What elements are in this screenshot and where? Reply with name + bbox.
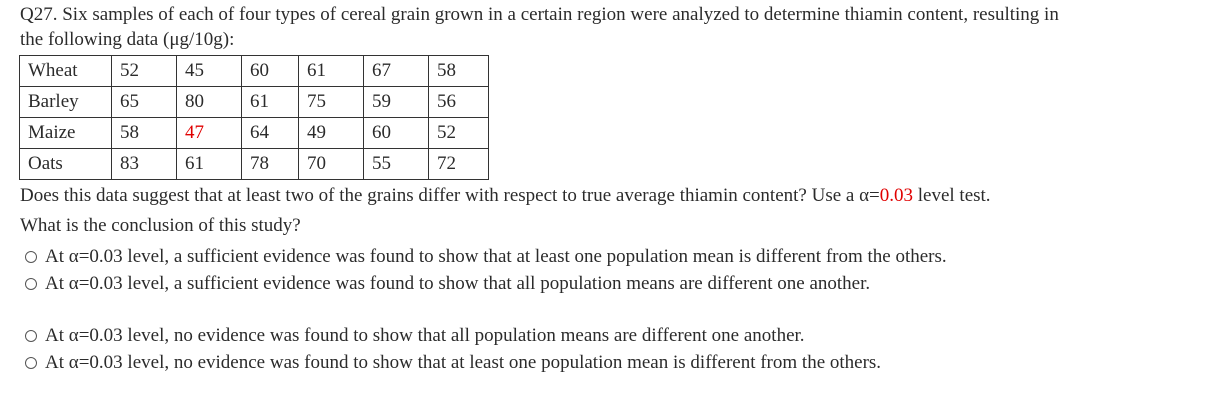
answer-option-label: At α=0.03 level, no evidence was found to show that at least one population mean is different from the others. xyxy=(45,352,882,373)
table-cell: 83 xyxy=(112,149,177,180)
row-label: Maize xyxy=(20,118,112,149)
table-cell: 58 xyxy=(112,118,177,149)
row-label: Barley xyxy=(20,87,112,118)
table-cell: 55 xyxy=(364,149,429,180)
answer-option-4[interactable] xyxy=(25,351,881,375)
row-label: Wheat xyxy=(20,56,112,87)
answer-option-label: At α=0.03 level, a sufficient evidence was found to show that at least one population mean is different from the others. xyxy=(45,246,947,267)
table-cell-highlighted: 47 xyxy=(177,118,242,149)
alpha-value: 0.03 xyxy=(879,185,913,206)
table-cell: 60 xyxy=(242,56,299,87)
answer-option-1[interactable] xyxy=(25,245,947,269)
question-text-line-2: the following data (μg/10g): xyxy=(20,29,235,50)
radio-button[interactable] xyxy=(25,251,37,263)
table-row-maize xyxy=(20,118,489,149)
table-row-oats xyxy=(20,149,489,180)
radio-button[interactable] xyxy=(25,330,37,342)
table-cell: 49 xyxy=(299,118,364,149)
table-cell: 52 xyxy=(112,56,177,87)
question-text-line-1: Q27. Six samples of each of four types of cereal grain grown in a certain region were analyzed to determine thiamin content, resulting in xyxy=(20,4,1059,25)
answer-option-label: At α=0.03 level, no evidence was found to show that all population means are different one another. xyxy=(45,325,805,346)
table-cell: 75 xyxy=(299,87,364,118)
table-cell: 65 xyxy=(112,87,177,118)
table-cell: 59 xyxy=(364,87,429,118)
table-cell: 45 xyxy=(177,56,242,87)
table-cell: 56 xyxy=(429,87,489,118)
test-instruction-text: Does this data suggest that at least two of the grains differ with respect to true average thiamin content? Use a α= xyxy=(20,185,880,206)
radio-button[interactable] xyxy=(25,278,37,290)
answer-option-3[interactable] xyxy=(25,324,805,348)
table-row-barley xyxy=(20,87,489,118)
answer-option-label: At α=0.03 level, a sufficient evidence was found to show that all population means are different one another. xyxy=(45,273,871,294)
table-cell: 67 xyxy=(364,56,429,87)
table-cell: 61 xyxy=(299,56,364,87)
table-cell: 61 xyxy=(242,87,299,118)
thiamin-data-table xyxy=(19,55,489,180)
table-cell: 80 xyxy=(177,87,242,118)
row-label: Oats xyxy=(20,149,112,180)
table-cell: 58 xyxy=(429,56,489,87)
conclusion-question: What is the conclusion of this study? xyxy=(20,215,301,236)
table-cell: 78 xyxy=(242,149,299,180)
table-cell: 61 xyxy=(177,149,242,180)
table-cell: 52 xyxy=(429,118,489,149)
table-cell: 64 xyxy=(242,118,299,149)
table-cell: 72 xyxy=(429,149,489,180)
answer-option-2[interactable] xyxy=(25,272,870,296)
table-cell: 60 xyxy=(364,118,429,149)
radio-button[interactable] xyxy=(25,357,37,369)
table-cell: 70 xyxy=(299,149,364,180)
test-instruction xyxy=(20,184,991,208)
table-row-wheat xyxy=(20,56,489,87)
test-instruction-suffix: level test. xyxy=(913,185,991,206)
